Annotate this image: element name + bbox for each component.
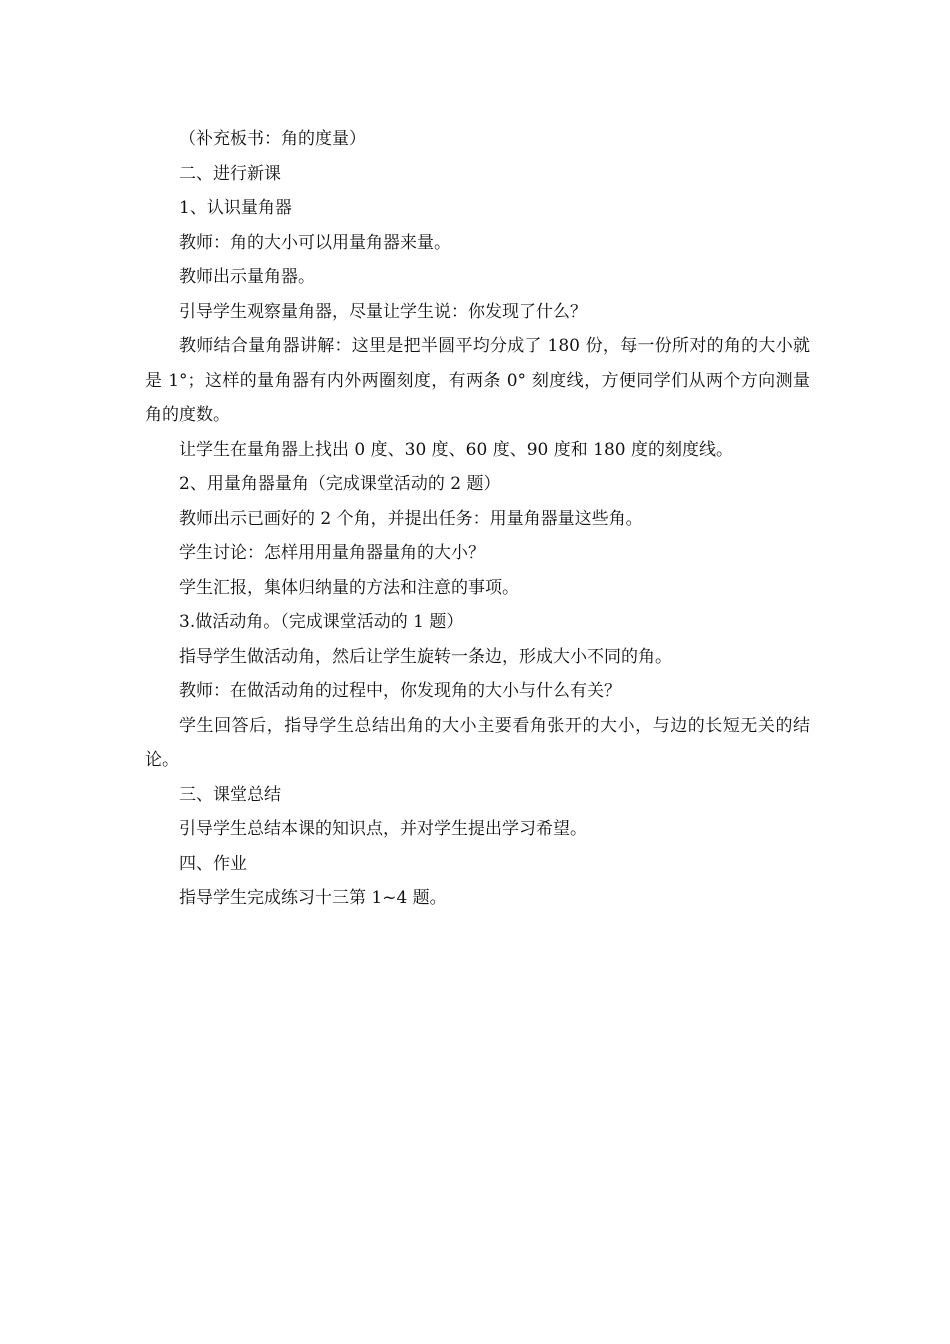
paragraph-guide-observe: 引导学生观察量角器，尽量让学生说：你发现了什么？	[179, 301, 587, 322]
paragraph-homework: 指导学生完成练习十三第 1~4 题。	[179, 888, 447, 908]
subheading-measure-angles: 2、用量角器量角（完成课堂活动的 2 题）	[179, 474, 501, 494]
section-heading-new-lesson: 二、进行新课	[179, 163, 281, 184]
subheading-make-movable-angle: 3.做活动角。（完成课堂活动的 1 题）	[179, 612, 464, 632]
section-heading-homework: 四、作业	[179, 853, 247, 874]
paragraph-teacher-question: 教师：在做活动角的过程中，你发现角的大小与什么有关？	[179, 681, 621, 701]
paragraph-summary: 引导学生总结本课的知识点，并对学生提出学习希望。	[179, 819, 587, 839]
section-heading-summary: 三、课堂总结	[179, 784, 281, 805]
document-body	[145, 122, 810, 916]
paragraph-protractor-explanation: 教师结合量角器讲解：这里是把半圆平均分成了 180 份，每一份所对的角的大小就是 1°；这样的量角器有内外两圈刻度，有两条 0° 刻度线，方便同学们从两个方向测量角的度数。	[145, 336, 810, 425]
paragraph-teacher-intro: 教师：角的大小可以用量角器来量。	[179, 232, 451, 253]
supplementary-board-note: （补充板书：角的度量）	[179, 129, 366, 149]
paragraph-show-two-angles: 教师出示已画好的 2 个角，并提出任务：用量角器量这些角。	[179, 508, 643, 529]
paragraph-conclusion: 学生回答后，指导学生总结出角的大小主要看角张开的大小，与边的长短无关的结论。	[145, 715, 810, 770]
paragraph-student-report: 学生汇报，集体归纳量的方法和注意的事项。	[179, 577, 519, 598]
paragraph-find-tick-lines: 让学生在量角器上找出 0 度、30 度、60 度、90 度和 180 度的刻度线。	[179, 439, 733, 460]
subheading-know-protractor: 1、认识量角器	[179, 198, 292, 218]
paragraph-student-discussion: 学生讨论：怎样用用量角器量角的大小？	[179, 543, 485, 563]
paragraph-guide-make-angle: 指导学生做活动角，然后让学生旋转一条边，形成大小不同的角。	[179, 646, 672, 667]
paragraph-show-protractor: 教师出示量角器。	[179, 267, 315, 287]
